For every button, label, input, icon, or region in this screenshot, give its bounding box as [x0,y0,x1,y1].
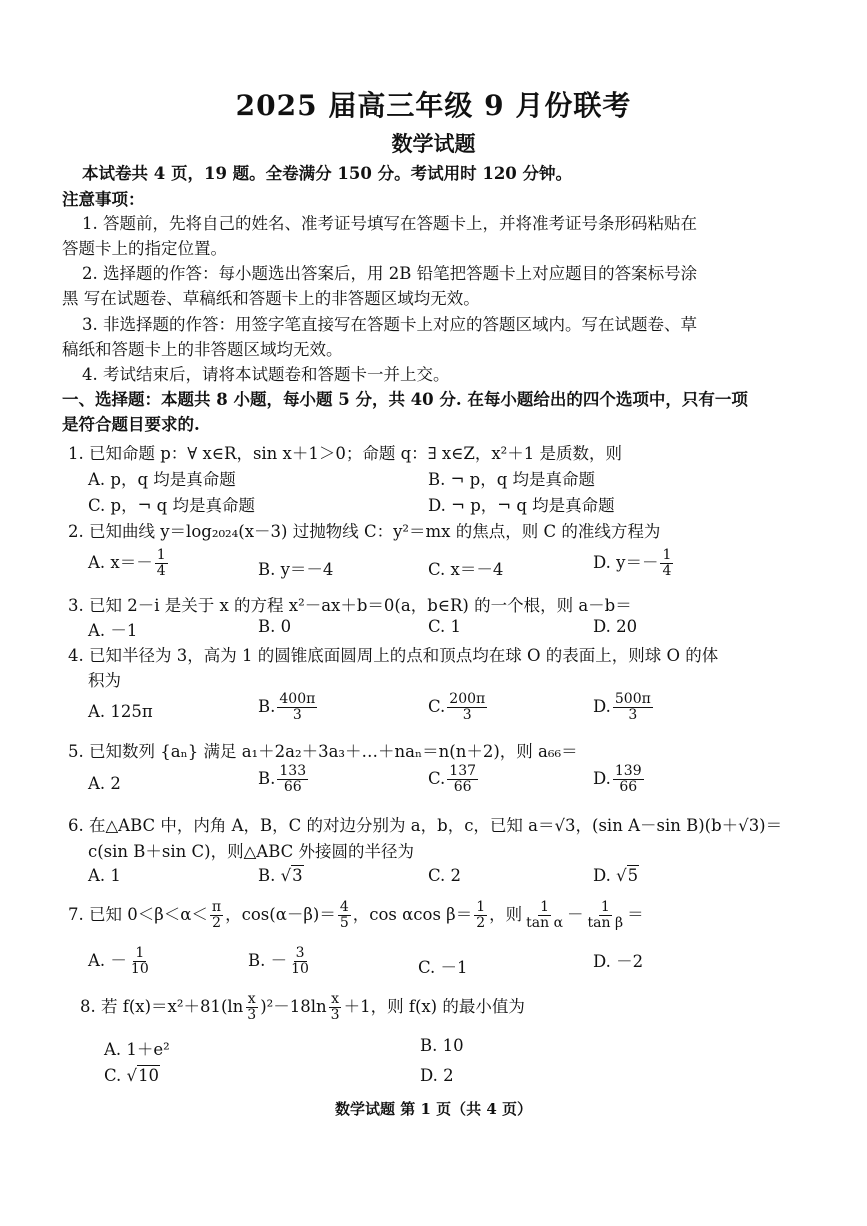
q5-option-c: C. $\frac{137}{66}$ [428,763,477,795]
q6-option-d: D. √5 [593,866,639,885]
section-1-heading-cont: 是符合题目要求的. [62,415,200,434]
q6-option-a: A. 1 [88,866,121,885]
q1-option-d: D. ¬ p，¬ q 均是真命题 [428,496,615,515]
page-footer: 数学试题 第 1 页（共 4 页） [335,1100,532,1118]
q8-option-b: B. 10 [420,1036,464,1055]
q5-option-b: B. $\frac{133}{66}$ [258,763,307,795]
q5-option-a: A. 2 [88,774,121,793]
q5-option-d: D. $\frac{139}{66}$ [593,763,642,795]
question-8-stem: 8. 若 f(x)＝x²＋81(ln $\frac{x}{3}$ )²－18ln $\frac{x}{3}$ ＋1，则 f(x) 的最小值为 [80,991,525,1023]
q6-option-b: B. √3 [258,866,303,885]
section-1-heading: 一、选择题：本题共 8 小题，每小题 5 分，共 40 分. 在每小题给出的四个选项中，只有一项 [62,390,748,409]
q3-option-a: A. －1 [88,621,138,640]
exam-subtitle: 数学试题 [391,131,476,156]
note-1-cont: 答题卡上的指定位置。 [62,239,227,258]
q3-option-b: B. 0 [258,617,292,636]
q3-option-d: D. 20 [593,617,638,636]
q8-option-c: C. √10 [104,1066,160,1085]
exam-intro: 本试卷共 4 页，19 题。全卷满分 150 分。考试用时 120 分钟。 [82,164,573,183]
note-3: 3. 非选择题的作答：用签字笔直接写在答题卡上对应的答题区域内。写在试题卷、草 [82,315,697,334]
q6-option-c: C. 2 [428,866,462,885]
exam-title: 2025 届高三年级 9 月份联考 [235,89,632,122]
q3-option-c: C. 1 [428,617,462,636]
q4-option-d: D. $\frac{500\pi}{3}$ [593,691,651,723]
question-6-stem: 6. 在△ABC 中，内角 A，B，C 的对边分别为 a，b，c，已知 a＝√3，(sin A－sin B)(b＋√3)＝ [68,816,783,835]
question-7-stem: 7. 已知 0＜β＜α＜ $\frac{\pi}{2}$ ，cos(α－β)＝ $\frac{4}{5}$ ，cos αcos β＝ $\frac{1}{2}$ ，则 $\frac{1}{\text{tan α}}$ － $\frac{1}{\text{tan β}}$ ＝ [68,899,644,931]
q2-option-c: C. x＝－4 [428,560,504,579]
q8-option-a: A. 1＋e² [104,1040,170,1059]
note-2-cont: 黑 写在试题卷、草稿纸和答题卡上的非答题区域均无效。 [62,289,480,308]
q2-option-d: D. y＝－ $\frac{1}{4}$ [593,547,672,579]
q1-option-a: A. p，q 均是真命题 [88,470,236,489]
q1-option-c: C. p，¬ q 均是真命题 [88,496,255,515]
question-6-stem-cont: c(sin B＋sin C)，则△ABC 外接圆的半径为 [88,842,415,861]
note-2: 2. 选择题的作答：每小题选出答案后，用 2B 铅笔把答题卡上对应题目的答案标号涂 [82,264,698,283]
q2-option-b: B. y＝－4 [258,560,334,579]
q7-option-c: C. －1 [418,958,468,977]
question-5-stem: 5. 已知数列 {aₙ} 满足 a₁＋2a₂＋3a₃＋…＋naₙ＝n(n＋2)，则 a₆₆＝ [68,742,578,761]
q2-option-a: A. x＝－ $\frac{1}{4}$ [88,547,166,579]
question-1-stem: 1. 已知命题 p：∀ x∈R，sin x＋1＞0；命题 q：∃ x∈Z，x²＋1 是质数，则 [68,444,623,463]
note-1: 1. 答题前，先将自己的姓名、准考证号填写在答题卡上，并将准考证号条形码粘贴在 [82,214,697,233]
notes-heading: 注意事项： [62,190,145,209]
q7-option-b: B. － $\frac{3}{10}$ [248,945,309,977]
q4-option-c: C. $\frac{200\pi}{3}$ [428,691,486,723]
note-4: 4. 考试结束后，请将本试题卷和答题卡一并上交。 [82,365,450,384]
question-4-stem-cont: 积为 [88,671,121,690]
q7-option-d: D. －2 [593,952,644,971]
question-2-stem: 2. 已知曲线 y＝log₂₀₂₄(x－3) 过抛物线 C：y²＝mx 的焦点，则 C 的准线方程为 [68,522,661,541]
question-4-stem: 4. 已知半径为 3，高为 1 的圆锥底面圆周上的点和顶点均在球 O 的表面上，则球 O 的体 [68,646,719,665]
q1-option-b: B. ¬ p，q 均是真命题 [428,470,596,489]
q4-option-a: A. 125π [88,702,153,721]
q4-option-b: B. $\frac{400\pi}{3}$ [258,691,316,723]
question-3-stem: 3. 已知 2－i 是关于 x 的方程 x²－ax＋b＝0(a，b∈R) 的一个根，则 a－b＝ [68,596,632,615]
q8-option-d: D. 2 [420,1066,454,1085]
note-3-cont: 稿纸和答题卡上的非答题区域均无效。 [62,340,343,359]
q7-option-a: A. － $\frac{1}{10}$ [88,945,149,977]
